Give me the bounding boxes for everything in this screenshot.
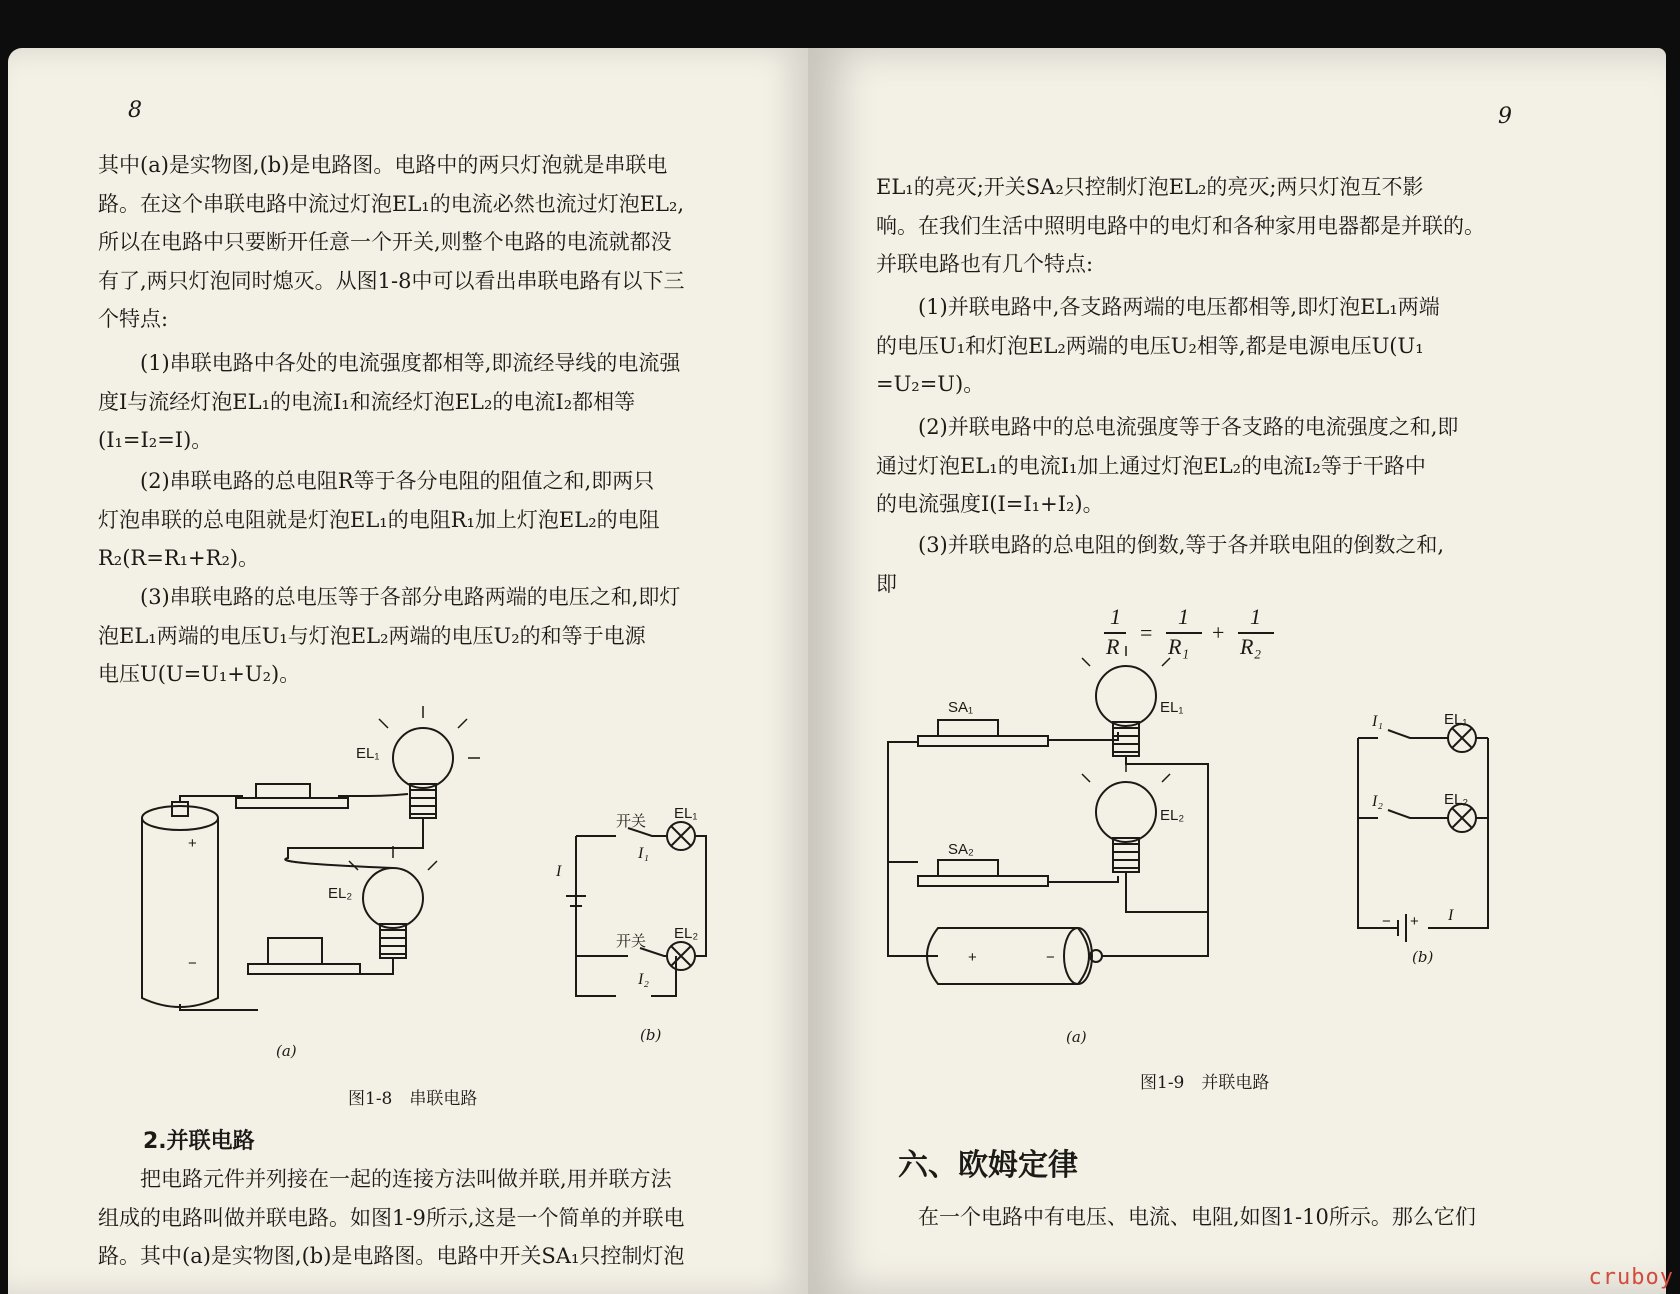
text-line: 通过灯泡EL₁的电流I₁加上通过灯泡EL₂的电流I₂等于干路中: [876, 453, 1426, 478]
text-line: 个特点:: [98, 307, 169, 331]
wire-right: [1126, 756, 1208, 912]
text-line: (3)并联电路的总电阻的倒数,等于各并联电阻的倒数之和,: [918, 533, 1445, 557]
wire-loop: [576, 836, 676, 996]
label-current-i2: I₂: [638, 971, 649, 988]
formula-t1-num: 1: [1178, 604, 1189, 629]
continuation-paragraph: [876, 168, 1502, 284]
point-2-paragraph: [98, 462, 718, 578]
battery-terminal: [172, 802, 188, 816]
switch-bottom-base: [248, 964, 360, 974]
figure-1-8-sub-b: (b): [640, 1026, 662, 1044]
text-line: 的电压U₁和灯泡EL₂两端的电压U₂相等,都是电源电压U(U₁: [876, 333, 1424, 358]
ohm-intro-paragraph: [876, 1198, 1502, 1237]
chapter-heading: 六、欧姆定律: [898, 1148, 1078, 1183]
text-line: (2)并联电路中的总电流强度等于各支路的电流强度之和,即: [918, 415, 1459, 439]
switch-sa2-lever: [938, 860, 998, 876]
formula-lhs-num: 1: [1110, 604, 1121, 629]
figure-1-8-caption: 图1-8 串联电路: [348, 1089, 478, 1109]
text-line: (2)串联电路的总电阻R等于各分电阻的阻值之和,即两只: [140, 469, 655, 493]
text-line: 的电流强度I(I=I₁+I₂)。: [876, 492, 1104, 516]
battery-body: [142, 818, 218, 1007]
text-line: 电压U(U=U₁+U₂)。: [98, 662, 301, 686]
label-sa2: SA₂: [948, 841, 974, 858]
label-el2: EL₂: [1160, 807, 1185, 824]
minus-sign: −: [188, 955, 197, 972]
point-3-paragraph: [98, 578, 718, 694]
figure-1-9-sub-a: (a): [1066, 1028, 1087, 1046]
text-line: (3)串联电路的总电压等于各部分电路两端的电压之和,即灯: [140, 585, 681, 609]
text-line: 在一个电路中有电压、电流、电阻,如图1-10所示。那么它们: [918, 1205, 1476, 1229]
text-line: 路。其中(a)是实物图,(b)是电路图。电路中开关SA₁只控制灯泡: [98, 1244, 685, 1268]
switch-top-base: [236, 798, 348, 808]
switch-bottom-lever: [268, 938, 322, 964]
intro-paragraph: [98, 146, 718, 339]
label-el2: EL₂: [674, 925, 699, 942]
formula-t1-den: R₁: [1168, 634, 1190, 659]
point-2-paragraph: [876, 408, 1502, 524]
wire-loop: [1358, 738, 1488, 928]
watermark: cruboy: [1588, 1265, 1674, 1290]
label-i1: I₁: [1372, 713, 1383, 730]
label-sa1: SA₁: [948, 699, 974, 716]
bulb-el1-glass: [1096, 666, 1156, 726]
branch-1-switch: [1358, 730, 1448, 738]
label-switch-1: 开关: [616, 813, 647, 830]
switch-top-lever: [256, 784, 310, 798]
plus-sign: +: [968, 949, 977, 966]
text-line: 有了,两只灯泡同时熄灭。从图1-8中可以看出串联电路有以下三: [98, 268, 685, 293]
plus-sign: +: [1410, 913, 1419, 930]
text-line: 路。在这个串联电路中流过灯泡EL₁的电流必然也流过灯泡EL₂,: [98, 191, 685, 216]
wire-middle: [285, 818, 423, 868]
label-i2: I₂: [1372, 793, 1383, 810]
text-line: 泡EL₁两端的电压U₁与灯泡EL₂两端的电压U₂的和等于电源: [98, 623, 646, 648]
label-el2: EL₂: [1444, 791, 1469, 808]
formula-lhs-den: R: [1106, 634, 1120, 659]
wire-left: [888, 742, 918, 862]
wire-bottom: [180, 958, 393, 1010]
text-line: 即: [876, 571, 897, 596]
text-line: (I₁=I₂=I)。: [98, 428, 213, 452]
text-line: 把电路元件并列接在一起的连接方法叫做并联,用并联方法: [140, 1167, 672, 1191]
figure-1-9-sub-b: (b): [1412, 948, 1434, 966]
text-line: 所以在电路中只要断开任意一个开关,则整个电路的电流就都没: [98, 230, 672, 254]
label-current-i1: I₁: [638, 845, 649, 862]
label-el1: EL₁: [674, 805, 698, 822]
figure-1-9-caption: 图1-9 并联电路: [1140, 1073, 1270, 1093]
page-number: 9: [1498, 104, 1512, 129]
section-heading: 2.并联电路: [143, 1129, 255, 1154]
text-line: EL₁的亮灭;开关SA₂只控制灯泡EL₂的亮灭;两只灯泡互不影: [876, 175, 1424, 199]
figure-1-8b-schematic: [556, 806, 716, 996]
formula-plus: +: [1212, 620, 1225, 645]
point-1-paragraph: [876, 288, 1502, 404]
bulb-el1-glass: [393, 728, 453, 788]
label-el1: EL₁: [356, 745, 380, 762]
label-el2: EL₂: [328, 885, 353, 902]
wire-sa2-bulb: [1048, 876, 1118, 882]
label-current-i: I: [556, 863, 562, 880]
text-line: (1)并联电路中,各支路两端的电压都相等,即灯泡EL₁两端: [918, 295, 1440, 319]
wire-sa1-bulb: [1048, 732, 1118, 740]
bulb-el2-glass: [1096, 782, 1156, 842]
text-line: 响。在我们生活中照明电路中的电灯和各种家用电器都是并联的。: [876, 213, 1485, 238]
switch-sa1-base: [918, 736, 1048, 746]
label-el1: EL₁: [1160, 699, 1184, 716]
text-line: 并联电路也有几个特点:: [876, 252, 1094, 276]
point-3-paragraph: [876, 526, 1502, 603]
formula-equals: =: [1140, 620, 1153, 645]
branch-2-switch: [1358, 810, 1448, 818]
text-line: 组成的电路叫做并联电路。如图1-9所示,这是一个简单的并联电: [98, 1205, 685, 1230]
plus-sign: +: [188, 835, 197, 852]
text-line: =U₂=U)。: [876, 372, 985, 396]
figure-1-9a-pictorial: [878, 682, 1238, 1022]
wire-bulb2: [1126, 872, 1208, 912]
label-switch-2: 开关: [616, 933, 647, 950]
text-line: 灯泡串联的总电阻就是灯泡EL₁的电阻R₁加上灯泡EL₂的电阻: [98, 507, 660, 532]
figure-1-8a-pictorial: [138, 698, 458, 1038]
figure-1-8-sub-a: (a): [276, 1042, 297, 1060]
right-page: [808, 48, 1666, 1294]
text-line: 其中(a)是实物图,(b)是电路图。电路中的两只灯泡就是串联电: [98, 153, 668, 177]
point-1-paragraph: [98, 344, 718, 460]
formula-t2-den: R₂: [1240, 634, 1262, 659]
label-i: I: [1448, 907, 1454, 924]
figure-1-9b-schematic: [1348, 708, 1508, 928]
minus-sign: −: [1382, 913, 1391, 930]
text-line: (1)串联电路中各处的电流强度都相等,即流经导线的电流强: [140, 351, 681, 375]
bulb-el2-glass: [363, 868, 423, 928]
left-page: [8, 48, 808, 1294]
battery-symbol: [1398, 914, 1406, 942]
switch-sa1-lever: [938, 720, 998, 736]
label-el1: EL₁: [1444, 711, 1468, 728]
minus-sign: −: [1046, 949, 1055, 966]
switch-sa2-base: [918, 876, 1048, 886]
text-line: R₂(R=R₁+R₂)。: [98, 546, 260, 570]
formula-t2-num: 1: [1250, 604, 1261, 629]
page-number: 8: [128, 98, 142, 123]
text-line: 度I与流经灯泡EL₁的电流I₁和流经灯泡EL₂的电流I₂都相等: [98, 389, 636, 414]
battery-top: [142, 806, 218, 830]
parallel-intro-paragraph: [98, 1160, 718, 1276]
